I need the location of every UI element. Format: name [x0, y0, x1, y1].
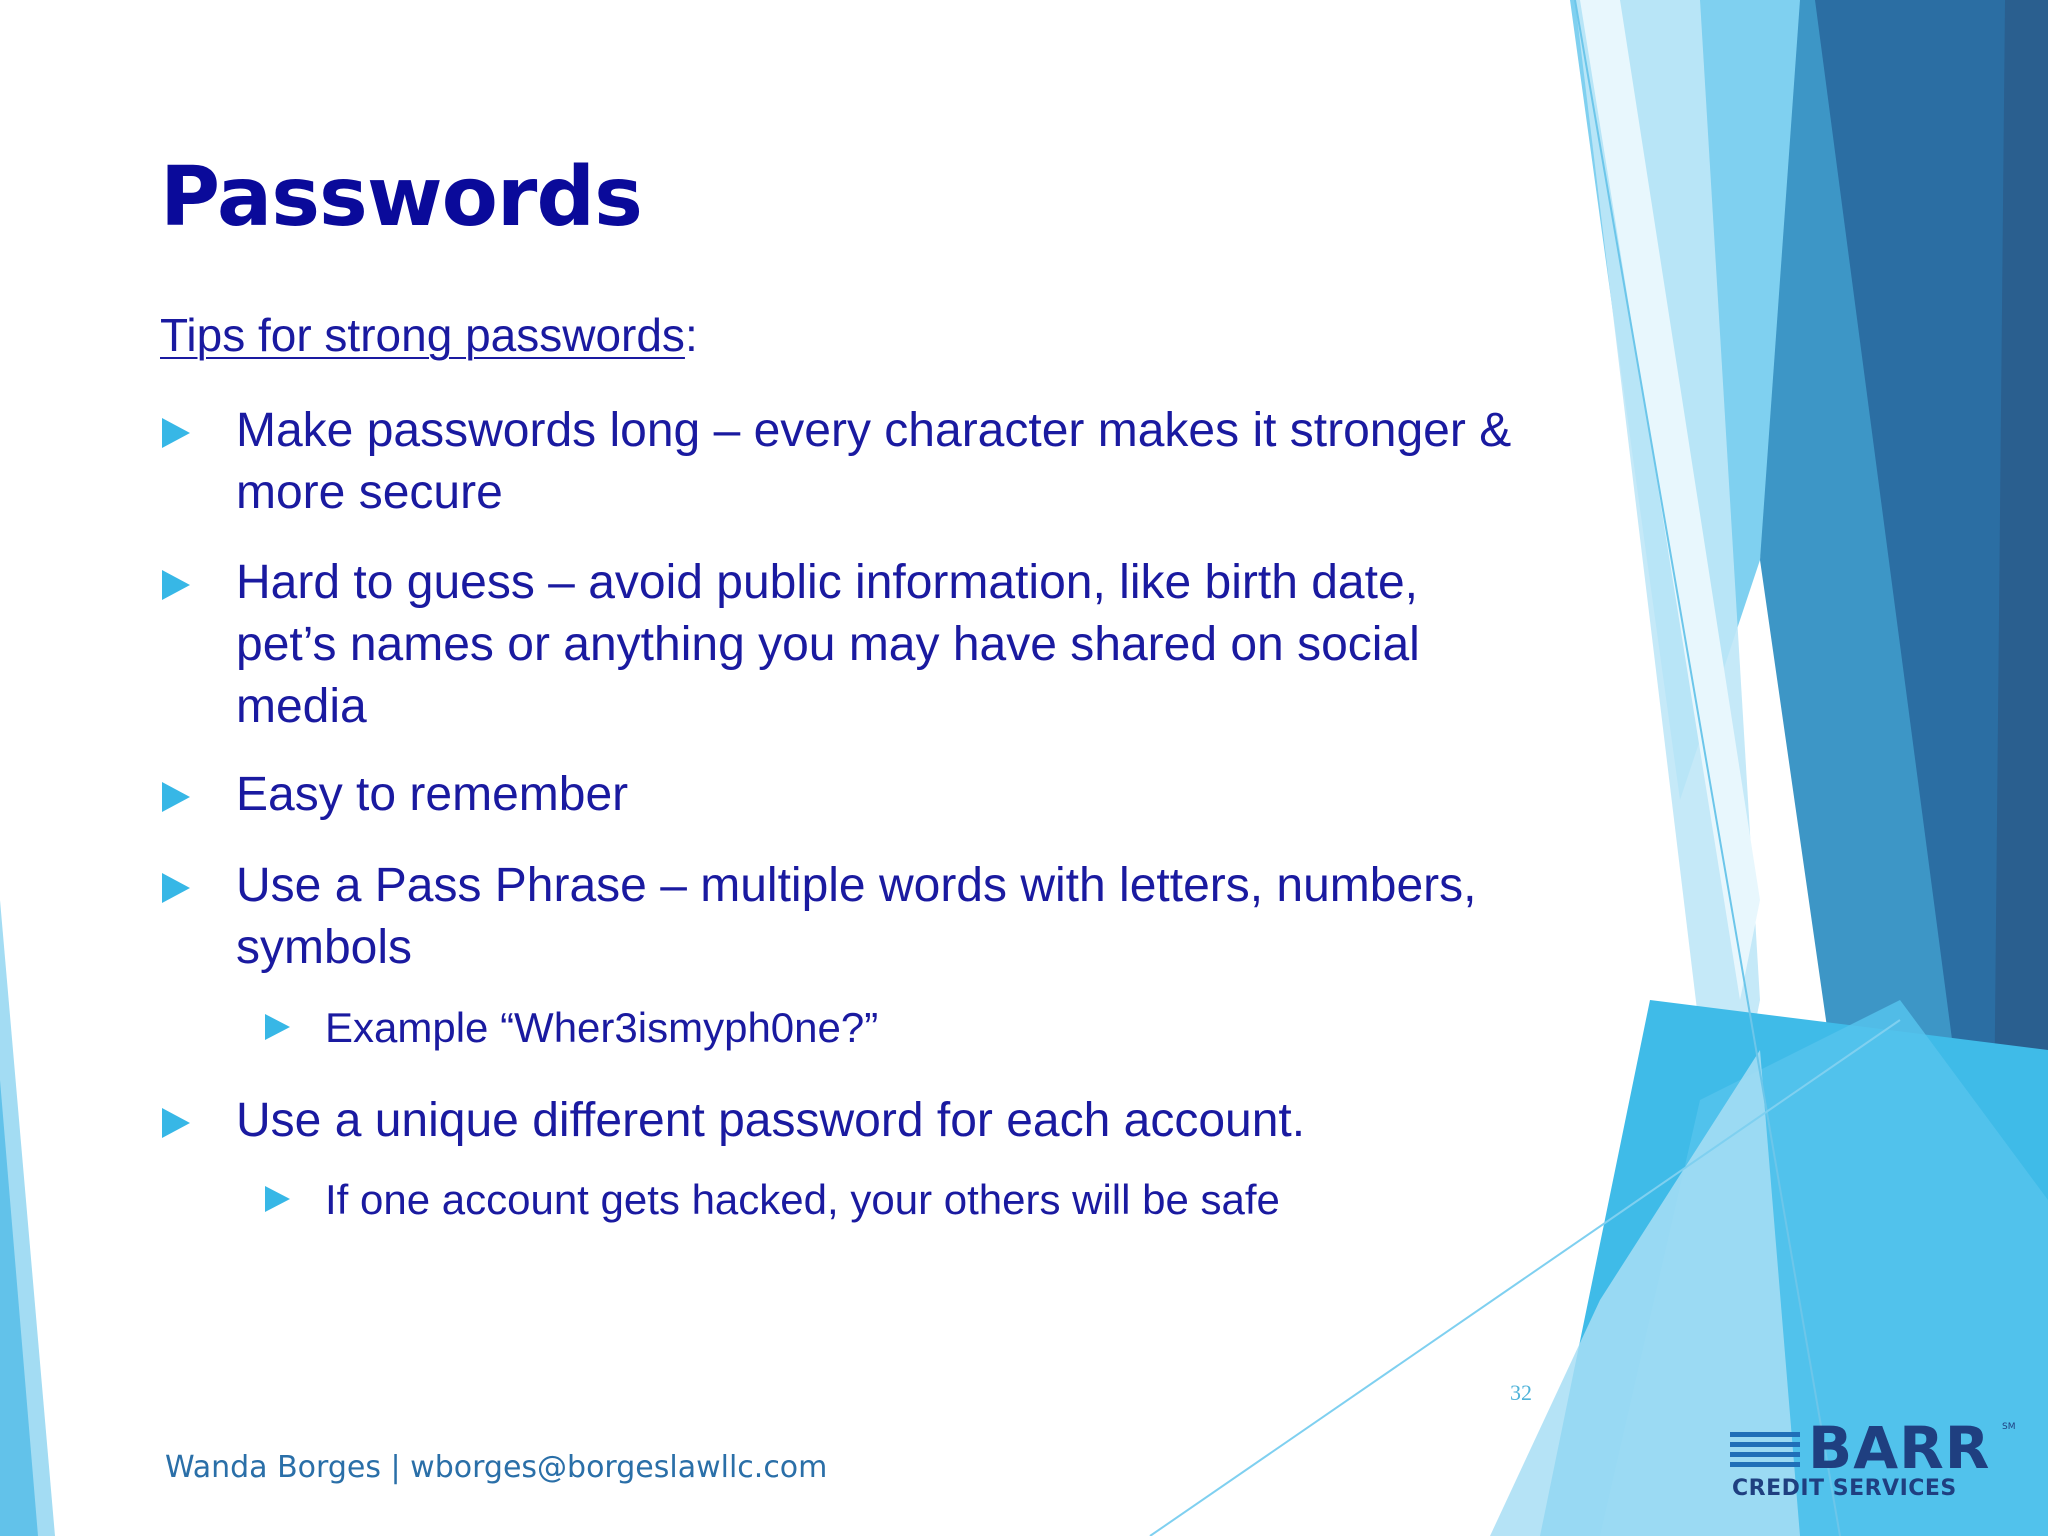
intro-colon: :: [684, 309, 698, 361]
sub-bullet-text: Example “Wher3ismyph0ne?”: [325, 1004, 879, 1051]
bullet-arrow-icon: [162, 418, 190, 448]
sub-bullet-text: If one account gets hacked, your others will be safe: [325, 1176, 1280, 1223]
footer-contact: Wanda Borges | wborges@borgeslawllc.com: [165, 1450, 828, 1485]
intro-line: [160, 308, 698, 362]
barr-logo: [1730, 1414, 2020, 1503]
bullet-text: Make passwords long – every character makes it stronger & more secure: [236, 404, 1512, 519]
bullet-arrow-icon: [162, 570, 190, 600]
bullet-text: Use a unique different password for each account.: [236, 1094, 1306, 1147]
bullet-arrow-icon: [162, 782, 190, 812]
bullet-text: Hard to guess – avoid public information, like birth date, pet’s names or anything you may have shared on social media: [236, 556, 1420, 733]
slide-title: Passwords: [160, 150, 642, 245]
bullet-text: Use a Pass Phrase – multiple words with letters, numbers, symbols: [236, 859, 1477, 974]
logo-subtitle: CREDIT SERVICES: [1732, 1476, 1957, 1501]
sub-bullet-arrow-icon: [265, 1186, 290, 1212]
bullet-arrow-icon: [162, 873, 190, 903]
bullet-text: Easy to remember: [236, 768, 629, 821]
sub-bullet-arrow-icon: [265, 1014, 290, 1040]
logo-service-mark: SM: [2002, 1422, 2016, 1432]
intro-underlined-text: Tips for strong passwords: [160, 309, 685, 361]
bullet-arrow-icon: [162, 1108, 190, 1138]
logo-name: BARR: [1808, 1414, 1991, 1482]
page-number: 32: [1510, 1380, 1532, 1405]
logo-stripes-icon: [1730, 1432, 1800, 1476]
